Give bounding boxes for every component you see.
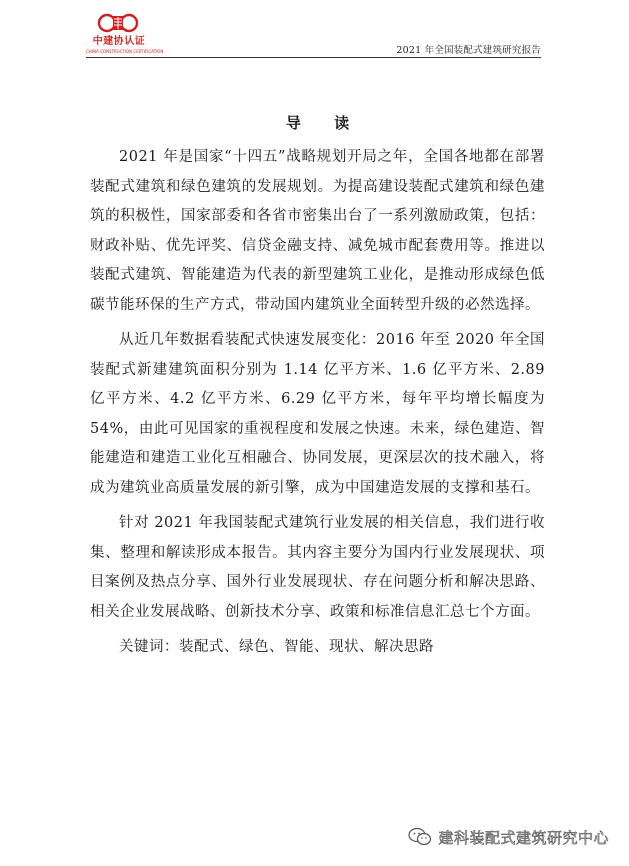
watermark xyxy=(408,824,609,850)
logo-text: 中建协认证 xyxy=(92,36,146,47)
logo-subtext: CHINA CONSTRUCTION CERTIFICATION xyxy=(86,49,164,54)
report-title: 2021 年全国装配式建筑研究报告 xyxy=(396,45,541,56)
keywords-line: 关键词：装配式、绿色、智能、现状、解决思路 xyxy=(119,639,434,655)
paragraph-3: 针对 2021 年我国装配式建筑行业发展的相关信息，我们进行收集、整理和解读形成本报告。其内容主要分为国内行业发展现状、项目案例及热点分享、国外行业发展现状、存在问题分析和解决思路、相关企业发展战略、创新技术分享、政策和标准信息汇总七个方面。 xyxy=(90,515,545,620)
wechat-icon xyxy=(408,827,432,847)
page-header xyxy=(0,0,629,62)
logo xyxy=(86,12,164,58)
document-body xyxy=(90,112,545,663)
watermark-text: 建科装配式建筑研究中心 xyxy=(438,828,609,847)
paragraph-1: 2021 年是国家“十四五”战略规划开局之年，全国各地都在部署装配式建筑和绿色建筑的发展规划。为提高建设装配式建筑和绿色建筑的积极性，国家部委和各省市密集出台了一系列激励政策，包括：财政补贴、优先评奖、信贷金融支持、减免城市配套费用等。推进以装配式建筑、智能建造为代表的新型建筑工业化，是推动形成绿色低碳节能环保的生产方式，带动国内建筑业全面转型升级的必然选择。 xyxy=(90,149,545,313)
paragraph-2: 从近几年数据看装配式快速发展变化：2016 年至 2020 年全国装配式新建建筑面积分别为 1.14 亿平方米、1.6 亿平方米、2.89 亿平方米、4.2 亿平方米、6.29 亿平方米，每年平均增长幅度为 54%，由此可见国家的重视程度和发展之快速。未来，绿色建造、智能建造和建造工业化互相融合、协同发展，更深层次的技术融入，将成为建筑业高质量发展的新引擎，成为中国建造发展的支撑和基石。 xyxy=(90,332,545,496)
header-divider xyxy=(86,57,541,58)
logo-emblem-icon xyxy=(96,12,140,34)
document-title: 导 读 xyxy=(285,114,364,132)
